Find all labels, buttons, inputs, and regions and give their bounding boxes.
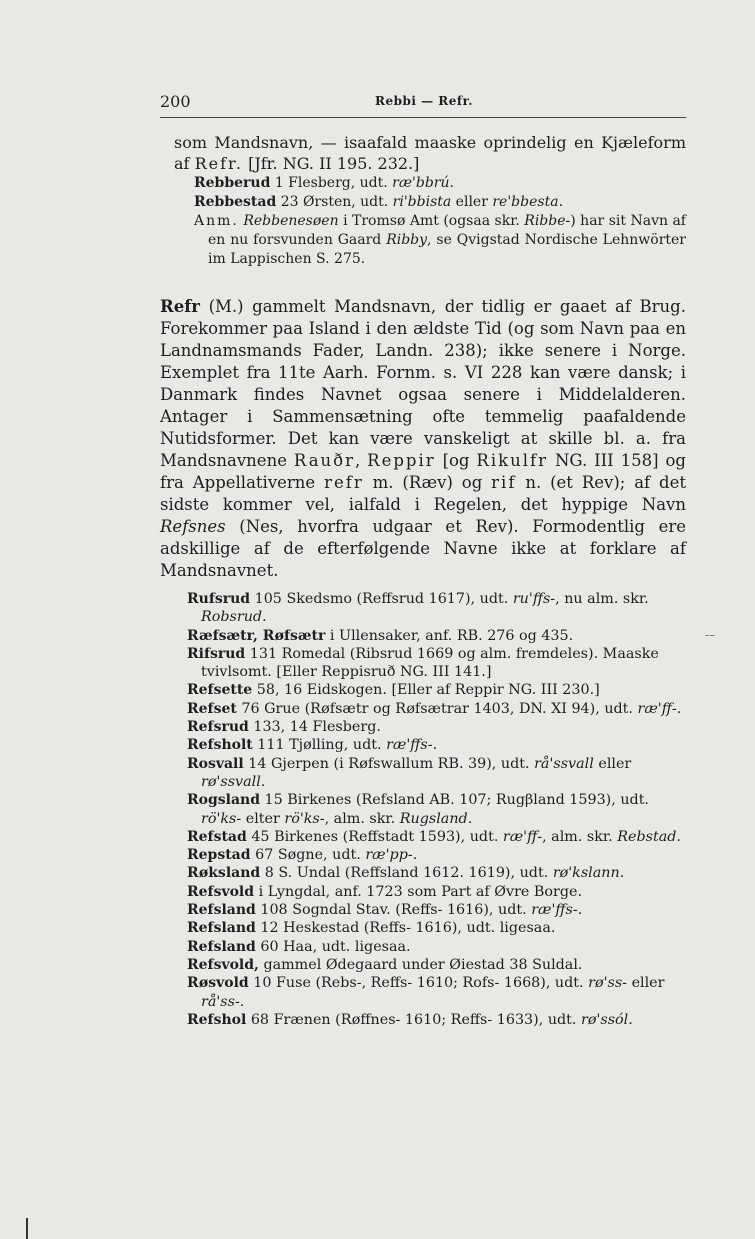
- entry-rebbestad: Rebbestad 23 Ørsten, udt. ri'bbista eller re'bbesta.: [194, 194, 564, 210]
- main-article: [160, 296, 686, 1029]
- refr-article: Refr (M.) gammelt Mandsnavn, der tidlig er gaaet af Brug. Forekommer paa Island i den ældste Tid (og som Navn paa en Landnamsmands Fader, Landn. 238); ikke senere i Norge. Exemplet fra 11te Aarh. Fornm. s. VI 228 kan være dansk; i Danmark findes Navnet ogsaa senere i Middelalderen. Antager i Sammensætning ofte temmelig paafaldende Nutidsformer. Det kan være vanskeligt at skille bl. a. fra Mandsnavnene Rauðr, Reppir [og Rikulfr NG. III 158] og fra Appellativerne refr m. (Ræv) og rif n. (et Rev); af det sidste kommer vel, ialfald i Regelen, det hyppige Navn Refsnes (Nes, hvorfra udgaar et Rev). Formodentlig ere adskillige af de efterfølgende Navne ikke at forklare af Mandsnavnet.: [160, 297, 686, 580]
- list-item: Refstad 45 Birkenes (Reffstadt 1593), udt. ræ'ff-, alm. skr. Rebstad.: [187, 828, 681, 845]
- list-item: Refsholt 111 Tjølling, udt. ræ'ffs-.: [187, 737, 438, 754]
- page-header: [160, 92, 686, 116]
- entry-headword: Rogsland: [187, 792, 261, 809]
- entry-headword: Refsholt: [187, 737, 253, 754]
- entry-headword: Røksland: [187, 865, 261, 882]
- entry-headword: Refsvold,: [187, 956, 259, 973]
- edge-mark: [26, 1218, 34, 1239]
- intro-block: [174, 132, 686, 269]
- entry-headword: Refsvold: [187, 883, 255, 900]
- header-rule: [160, 117, 686, 118]
- entry-headword: Refstad: [187, 828, 247, 845]
- running-head: Rebbi — Refr.: [375, 94, 473, 108]
- entry-headword: Refsland: [187, 920, 256, 937]
- entry-list: [187, 590, 686, 1029]
- list-item: Refsvold, gammel Ødegaard under Øiestad 38 Suldal.: [187, 956, 583, 973]
- entry-headword: Ræfsætr, Røfsætr: [187, 627, 326, 644]
- entry-headword: Refset: [187, 700, 237, 717]
- entry-rebberud: Rebberud 1 Flesberg, udt. ræ'bbrú.: [194, 175, 454, 191]
- list-item: Rogsland 15 Birkenes (Refsland AB. 107; Rugβland 1593), udt. rö'ks- elter rö'ks-, alm. skr. Rugsland.: [187, 792, 649, 827]
- list-item: Repstad 67 Søgne, udt. ræ'pp-.: [187, 847, 418, 864]
- entry-headword: Refsland: [187, 902, 256, 919]
- continuation-text: som Mandsnavn, — isaafald maaske oprindelig en Kjæleform af Refr. [Jfr. NG. II 195. 232.]: [174, 133, 686, 173]
- list-item: Refsrud 133, 14 Flesberg.: [187, 719, 381, 736]
- list-item: Refshol 68 Frænen (Røffnes- 1610; Reffs- 1633), udt. rø'ssól.: [187, 1011, 633, 1028]
- list-item: Refsvold i Lyngdal, anf. 1723 som Part af Øvre Borge.: [187, 883, 583, 900]
- entry-anm: Anm. Rebbenesøen i Tromsø Amt (ogsaa skr. Ribbe-) har sit Navn af en nu forsvunden Gaard Ribby, se Qvigstad Nordische Lehnwörter im Lappischen S. 275.: [194, 213, 686, 267]
- entry-headword: Rufsrud: [187, 591, 251, 607]
- list-item: Ræfsætr, Røfsætr i Ullensaker, anf. RB. 276 og 435.: [187, 627, 574, 644]
- list-item: Refset 76 Grue (Røfsætr og Røfsætrar 1403, DN. XI 94), udt. ræ'ff-.: [187, 700, 682, 717]
- list-item: Rifsrud 131 Romedal (Ribsrud 1669 og alm. fremdeles). Maaske tvivlsomt. [Eller Reppisruð NG. III 141.]: [187, 645, 659, 681]
- entry-headword: Refshol: [187, 1011, 247, 1028]
- entry-headword: Refsette: [187, 682, 253, 699]
- list-item: Refsette 58, 16 Eidskogen. [Eller af Reppir NG. III 230.]: [187, 682, 600, 699]
- entry-headword: Rosvall: [187, 755, 244, 772]
- entry-headword: Refsland: [187, 938, 256, 955]
- list-item: Røsvold 10 Fuse (Rebs-, Reffs- 1610; Rofs- 1668), udt. rø'ss- eller rå'ss-.: [187, 975, 665, 1010]
- list-item: Refsland 12 Heskestad (Reffs- 1616), udt. ligesaa.: [187, 920, 556, 937]
- page-number: 200: [160, 92, 191, 111]
- list-item: Røksland 8 S. Undal (Reffsland 1612. 1619), udt. rø'kslann.: [187, 865, 625, 882]
- list-item: Rosvall 14 Gjerpen (i Røfswallum RB. 39), udt. rå'ssvall eller rø'ssvall.: [187, 755, 632, 790]
- list-item: Rufsrud 105 Skedsmo (Reffsrud 1617), udt. ru'ffs-, nu alm. skr. Robsrud.: [187, 591, 649, 626]
- entry-headword: Repstad: [187, 847, 251, 864]
- margin-mark: -–: [705, 628, 716, 642]
- entry-headword: Refsrud: [187, 719, 249, 736]
- list-item: Refsland 108 Sogndal Stav. (Reffs- 1616), udt. ræ'ffs-.: [187, 902, 583, 919]
- headword: Refr: [160, 297, 201, 316]
- entry-headword: Rifsrud: [187, 645, 246, 662]
- entry-headword: Røsvold: [187, 975, 249, 992]
- list-item: Refsland 60 Haa, udt. ligesaa.: [187, 938, 411, 955]
